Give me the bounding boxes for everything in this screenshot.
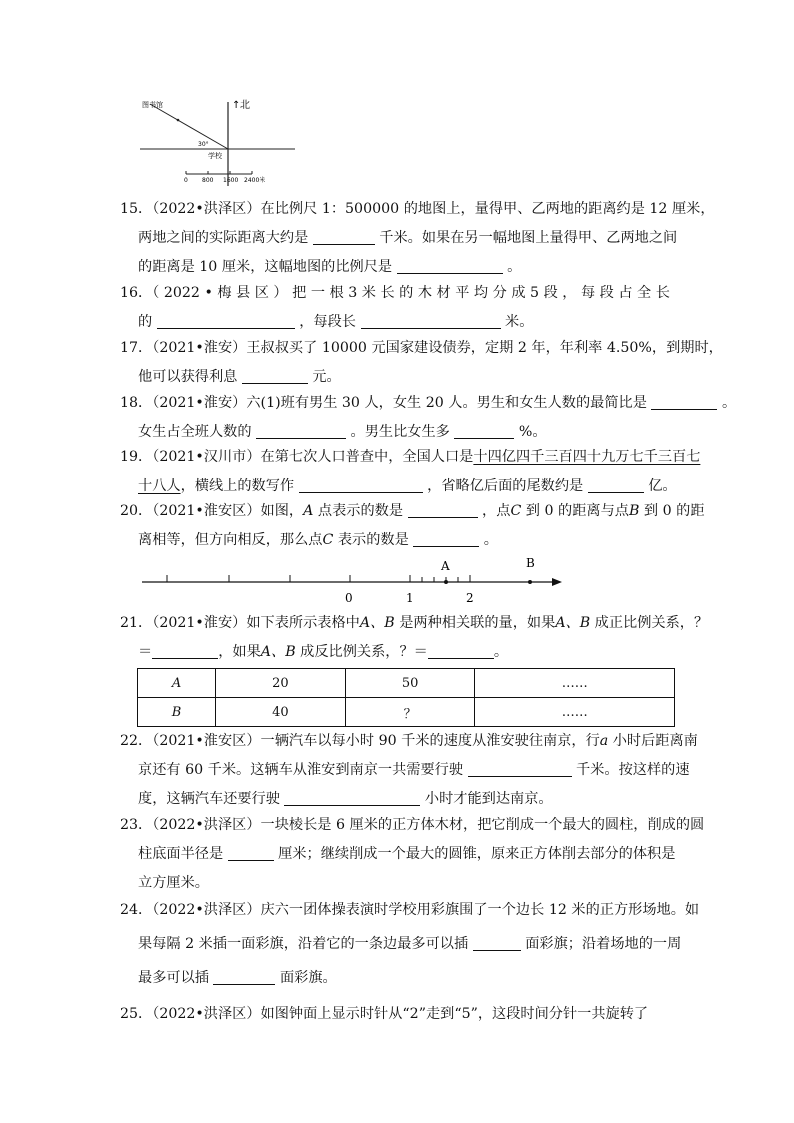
answer-blank[interactable] <box>299 476 423 493</box>
answer-blank[interactable] <box>428 642 494 659</box>
scale-tick-0: 0 <box>184 177 188 184</box>
question-18: 18．（2021•淮安）六(1)班有男生 30 人，女生 20 人。男生和女生人数的最简比是 。 女生占全班人数的 。男生比女生多 %。 <box>120 395 737 440</box>
question-20: 20．（2021•淮安区）如图，A 点表示的数是 ，点C 到 0 的距离与点B 到 0 的距 离相等，但方向相反，那么点C 表示的数是 。 <box>120 503 705 548</box>
answer-blank[interactable] <box>468 760 572 777</box>
answer-blank[interactable] <box>213 968 275 985</box>
answer-blank[interactable] <box>651 393 717 410</box>
answer-blank[interactable] <box>473 934 521 951</box>
question-24: 24．（2022•洪泽区）庆六一团体操表演时学校用彩旗围了一个边长 12 米的正方形场地。如 果每隔 2 米插一面彩旗，沿着它的一条边最多可以插 面彩旗；沿着场地的一周 最多可以插 面彩旗。 <box>120 902 700 986</box>
table-cell: 40 <box>216 698 346 727</box>
answer-blank[interactable] <box>228 844 274 861</box>
answer-blank[interactable] <box>313 228 375 245</box>
answer-blank[interactable] <box>454 422 514 439</box>
table-row <box>138 698 675 727</box>
question-17: 17．（2021•淮安）王叔叔买了 10000 元国家建设债券，定期 2 年，年利率 4.50%，到期时， 他可以获得利息 元。 <box>120 340 723 385</box>
table-cell: 50 <box>345 669 475 698</box>
answer-blank[interactable] <box>361 312 501 329</box>
tick-label-2: 2 <box>466 591 474 605</box>
svg-text:↑: ↑ <box>232 100 241 111</box>
answer-blank[interactable] <box>157 312 295 329</box>
answer-blank[interactable] <box>413 530 479 547</box>
question-22: 22．（2021•淮安区）一辆汽车以每小时 90 千米的速度从淮安驶往南京，行a 小时后距离南 京还有 60 千米。这辆车从淮安到南京一共需要行驶 千米。按这样的速 度，这辆汽车还要行驶 小时才能到达南京。 <box>120 733 698 807</box>
table-cell: B <box>138 698 216 727</box>
table-cell: ？ <box>345 698 475 727</box>
question-21: 21．（2021•淮安）如下表所示表格中A、B 是两种相关联的量，如果A、B 成正比例关系，？ ＝ ，如果A、B 成反比例关系，？＝ 。 <box>120 615 709 660</box>
table-cell: 20 <box>216 669 346 698</box>
point-b-label: B <box>526 556 535 570</box>
map-label-north: 北 <box>240 100 250 111</box>
scale-tick-1600: 1600 <box>223 177 239 184</box>
scale-tick-2400: 2400米 <box>244 177 266 184</box>
question-25: 25．（2022•洪泽区）如图钟面上显示时针从“2”走到“5”，这段时间分针一共旋转了 <box>120 1006 649 1022</box>
table-cell: A <box>138 669 216 698</box>
answer-blank[interactable] <box>242 367 308 384</box>
question-16: 16．（ 2022 • 梅 县 区 ） 把 一 根 3 米 长 的 木 材 平 均 分 成 5 段 ， 每 段 占 全 长 的 ，每段长 米。 <box>120 285 670 330</box>
question-23: 23．（2022•洪泽区）一块棱长是 6 厘米的正方体木材，把它削成一个最大的圆柱，削成的圆 柱底面半径是 厘米；继续削成一个最大的圆锥，原来正方体削去部分的体积是 立方厘米。 <box>120 817 705 891</box>
direction-map-figure <box>140 94 300 194</box>
table-cell: …… <box>475 669 675 698</box>
question-19: 19．（2021•汉川市）在第七次人口普查中，全国人口是十四亿四千三百四十九万七千三百七 十八人，横线上的数写作 ，省略亿后面的尾数约是 亿。 <box>120 449 701 494</box>
scale-tick-800: 800 <box>202 177 214 184</box>
proportion-table <box>137 668 675 727</box>
map-label-school: 学校 <box>208 152 222 160</box>
answer-blank[interactable] <box>408 501 478 518</box>
answer-blank[interactable] <box>588 476 644 493</box>
point-b <box>528 580 532 584</box>
number-line-figure <box>140 555 570 605</box>
map-label-angle: 30° <box>198 141 209 148</box>
answer-blank[interactable] <box>397 257 503 274</box>
point-a-label: A <box>441 559 450 573</box>
tick-label-1: 1 <box>406 591 414 605</box>
table-cell: …… <box>475 698 675 727</box>
answer-blank[interactable] <box>284 789 420 806</box>
question-15: 15．（2022•洪泽区）在比例尺 1：500000 的地图上，量得甲、乙两地的距离约是 12 厘米， 两地之间的实际距离大约是 千米。如果在另一幅地图上量得甲、乙两地之间 的距离是 10 厘米，这幅地图的比例尺是 。 <box>120 201 715 275</box>
answer-blank[interactable] <box>256 422 346 439</box>
answer-blank[interactable] <box>152 642 218 659</box>
map-label-library: 图书馆 <box>142 101 163 109</box>
table-row <box>138 669 675 698</box>
point-a <box>444 580 448 584</box>
tick-label-0: 0 <box>345 591 353 605</box>
